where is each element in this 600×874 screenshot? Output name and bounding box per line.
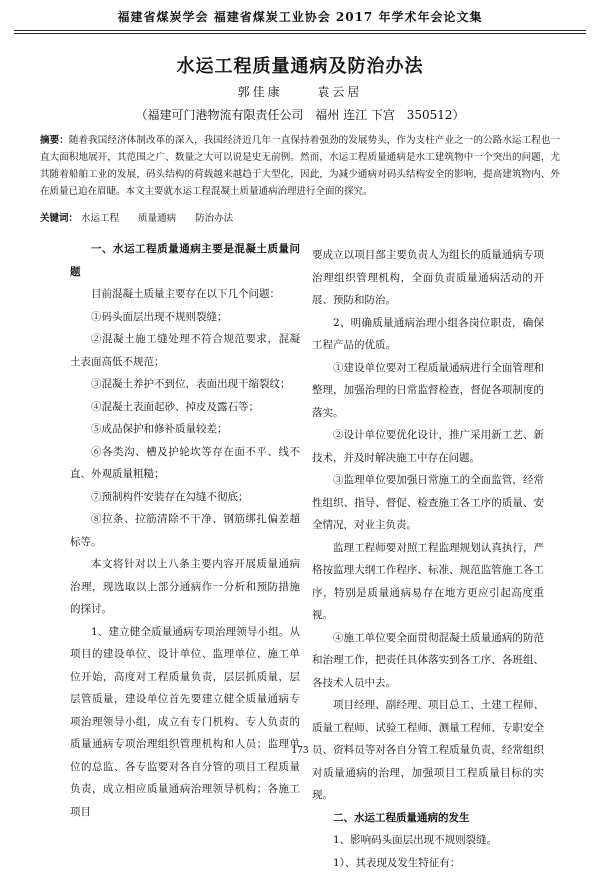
abstract	[40, 132, 560, 200]
keyword: 质量通病	[138, 213, 176, 224]
authors	[0, 83, 600, 100]
body-paragraph: ①建设单位要对工程质量通病进行全面管理和整理，加强治理的日常监督检查，督促各项制度的落实。	[312, 357, 544, 425]
body-paragraph: ②设计单位要优化设计，推广采用新工艺、新技术，并及时解决施工中存在问题。	[312, 424, 544, 469]
body-paragraph: 目前混凝土质量主要存在以下几个问题：	[70, 283, 300, 306]
body-paragraph: 要成立以项目部主要负责人为组长的质量通病专项治理组织管理机构，全面负责质量通病活动的开展、预防和防治。	[312, 244, 544, 312]
keywords	[40, 210, 560, 224]
page-number: 173	[0, 746, 600, 756]
affiliation-postcode: 350512）	[407, 108, 465, 122]
body-paragraph: 2、明确质量通病治理小组各岗位职责，确保工程产品的优质。	[312, 312, 544, 357]
affiliation	[0, 106, 600, 123]
body-paragraph: 1、影响码头面层出现不规则裂缝。	[312, 829, 544, 852]
affiliation-org: （福建可门港物流有限责任公司	[135, 108, 303, 122]
body-paragraph: ④混凝土表面起砂、掉皮及露石等；	[70, 396, 300, 419]
body-paragraph: 监理工程师要对照工程监理规划认真执行，严格按监理大纲工作程序、标准、规范监管施工各工序，特别是质量通病易存在地方更应引起高度重视。	[312, 537, 544, 627]
body-paragraph: ③混凝土养护不到位，表面出现干缩裂纹；	[70, 373, 300, 396]
body-paragraph: ②混凝土施工缝处理不符合规范要求，混凝土表面高低不规范；	[70, 328, 300, 373]
body-paragraph: ⑥各类沟、槽及护轮坎等存在面不平、线不直、外观质量粗糙；	[70, 441, 300, 486]
body-paragraph: 1、建立健全质量通病专项治理领导小组。从项目的建设单位、设计单位、监理单位、施工单位开始，高度对工程质量负责，层层抓质量，层层管质量，建设单位首先要建立健全质量通病专项治理领导小组，成立有专门机构、专人负责的质量通病专项治理组织管理机构和人员；监理单位的总监、各专监要对各自分管的项目工程质量负责，成立相应质量通病治理领导机构；各施工项目	[70, 621, 300, 824]
running-header: 福建省煤炭学会 福建省煤炭工业协会 2017 年学术年会论文集	[18, 8, 582, 25]
abstract-text: 随着我国经济体制改革的深入，我国经济近几年一直保持着强劲的发展势头，作为支柱产业之一的公路水运工程也一直大面积地展开，其范围之广、数量之大可以说是史无前例。然而，水运工程质量通病是水工建筑物中一个突出的问题，尤其随着船舶工业的发展，码头结构的荷载越来越趋于大型化，因此，为减少通病对码头结构安全的影响，提高建筑物内、外在质量已迫在眉睫。本文主要就水运工程混凝土质量通病治理进行全面的探究。	[40, 135, 560, 197]
keyword: 水运工程	[81, 213, 119, 224]
section-heading: 二、水运工程质量通病的发生	[312, 807, 544, 830]
body-paragraph: ③监理单位要加强日常施工的全面监管，经常性组织、指导、督促、检查施工各工序的质量、安全情况，对业主负责。	[312, 469, 544, 537]
keywords-label: 关键词：	[40, 213, 78, 224]
keyword: 防治办法	[195, 213, 233, 224]
paper-title: 水运工程质量通病及防治办法	[0, 52, 600, 78]
header-rule-thick	[14, 30, 586, 31]
header-rule-thin	[14, 33, 586, 34]
body-column-left	[70, 238, 300, 823]
body-paragraph: 1）、其表现及发生特征有：	[312, 852, 544, 874]
author-name: 袁云居	[317, 85, 362, 99]
section-heading: 一、水运工程质量通病主要是混凝土质量问题	[70, 238, 300, 283]
abstract-label: 摘要：	[40, 135, 69, 146]
body-paragraph: 项目经理、副经理、项目总工、土建工程师、质量工程师、试验工程师、测量工程师、专职安全员、资料员等对各自分管工程质量负责，经常组织对质量通病的治理，加强项目工程质量目标的实现。	[312, 694, 544, 807]
author-name: 郭佳康	[238, 85, 283, 99]
body-paragraph: ①码头面层出现不规则裂缝；	[70, 306, 300, 329]
body-paragraph: ⑦预制构件安装存在勾缝不彻底；	[70, 486, 300, 509]
body-paragraph: ⑧拉条、拉筋清除不干净、钢筋绑扎偏差超标等。	[70, 508, 300, 553]
affiliation-city: 福州 连江 下宫	[315, 108, 395, 122]
body-paragraph: ⑤成品保护和修补质量较差；	[70, 418, 300, 441]
body-column-right	[312, 244, 544, 874]
body-paragraph: 本文将针对以上八条主要内容开展质量通病治理，现选取以上部分通病作一分析和预防措施的探讨。	[70, 553, 300, 621]
body-paragraph: ④施工单位要全面贯彻混凝土质量通病的防范和治理工作，把责任具体落实到各工序、各班组、各技术人员中去。	[312, 627, 544, 695]
